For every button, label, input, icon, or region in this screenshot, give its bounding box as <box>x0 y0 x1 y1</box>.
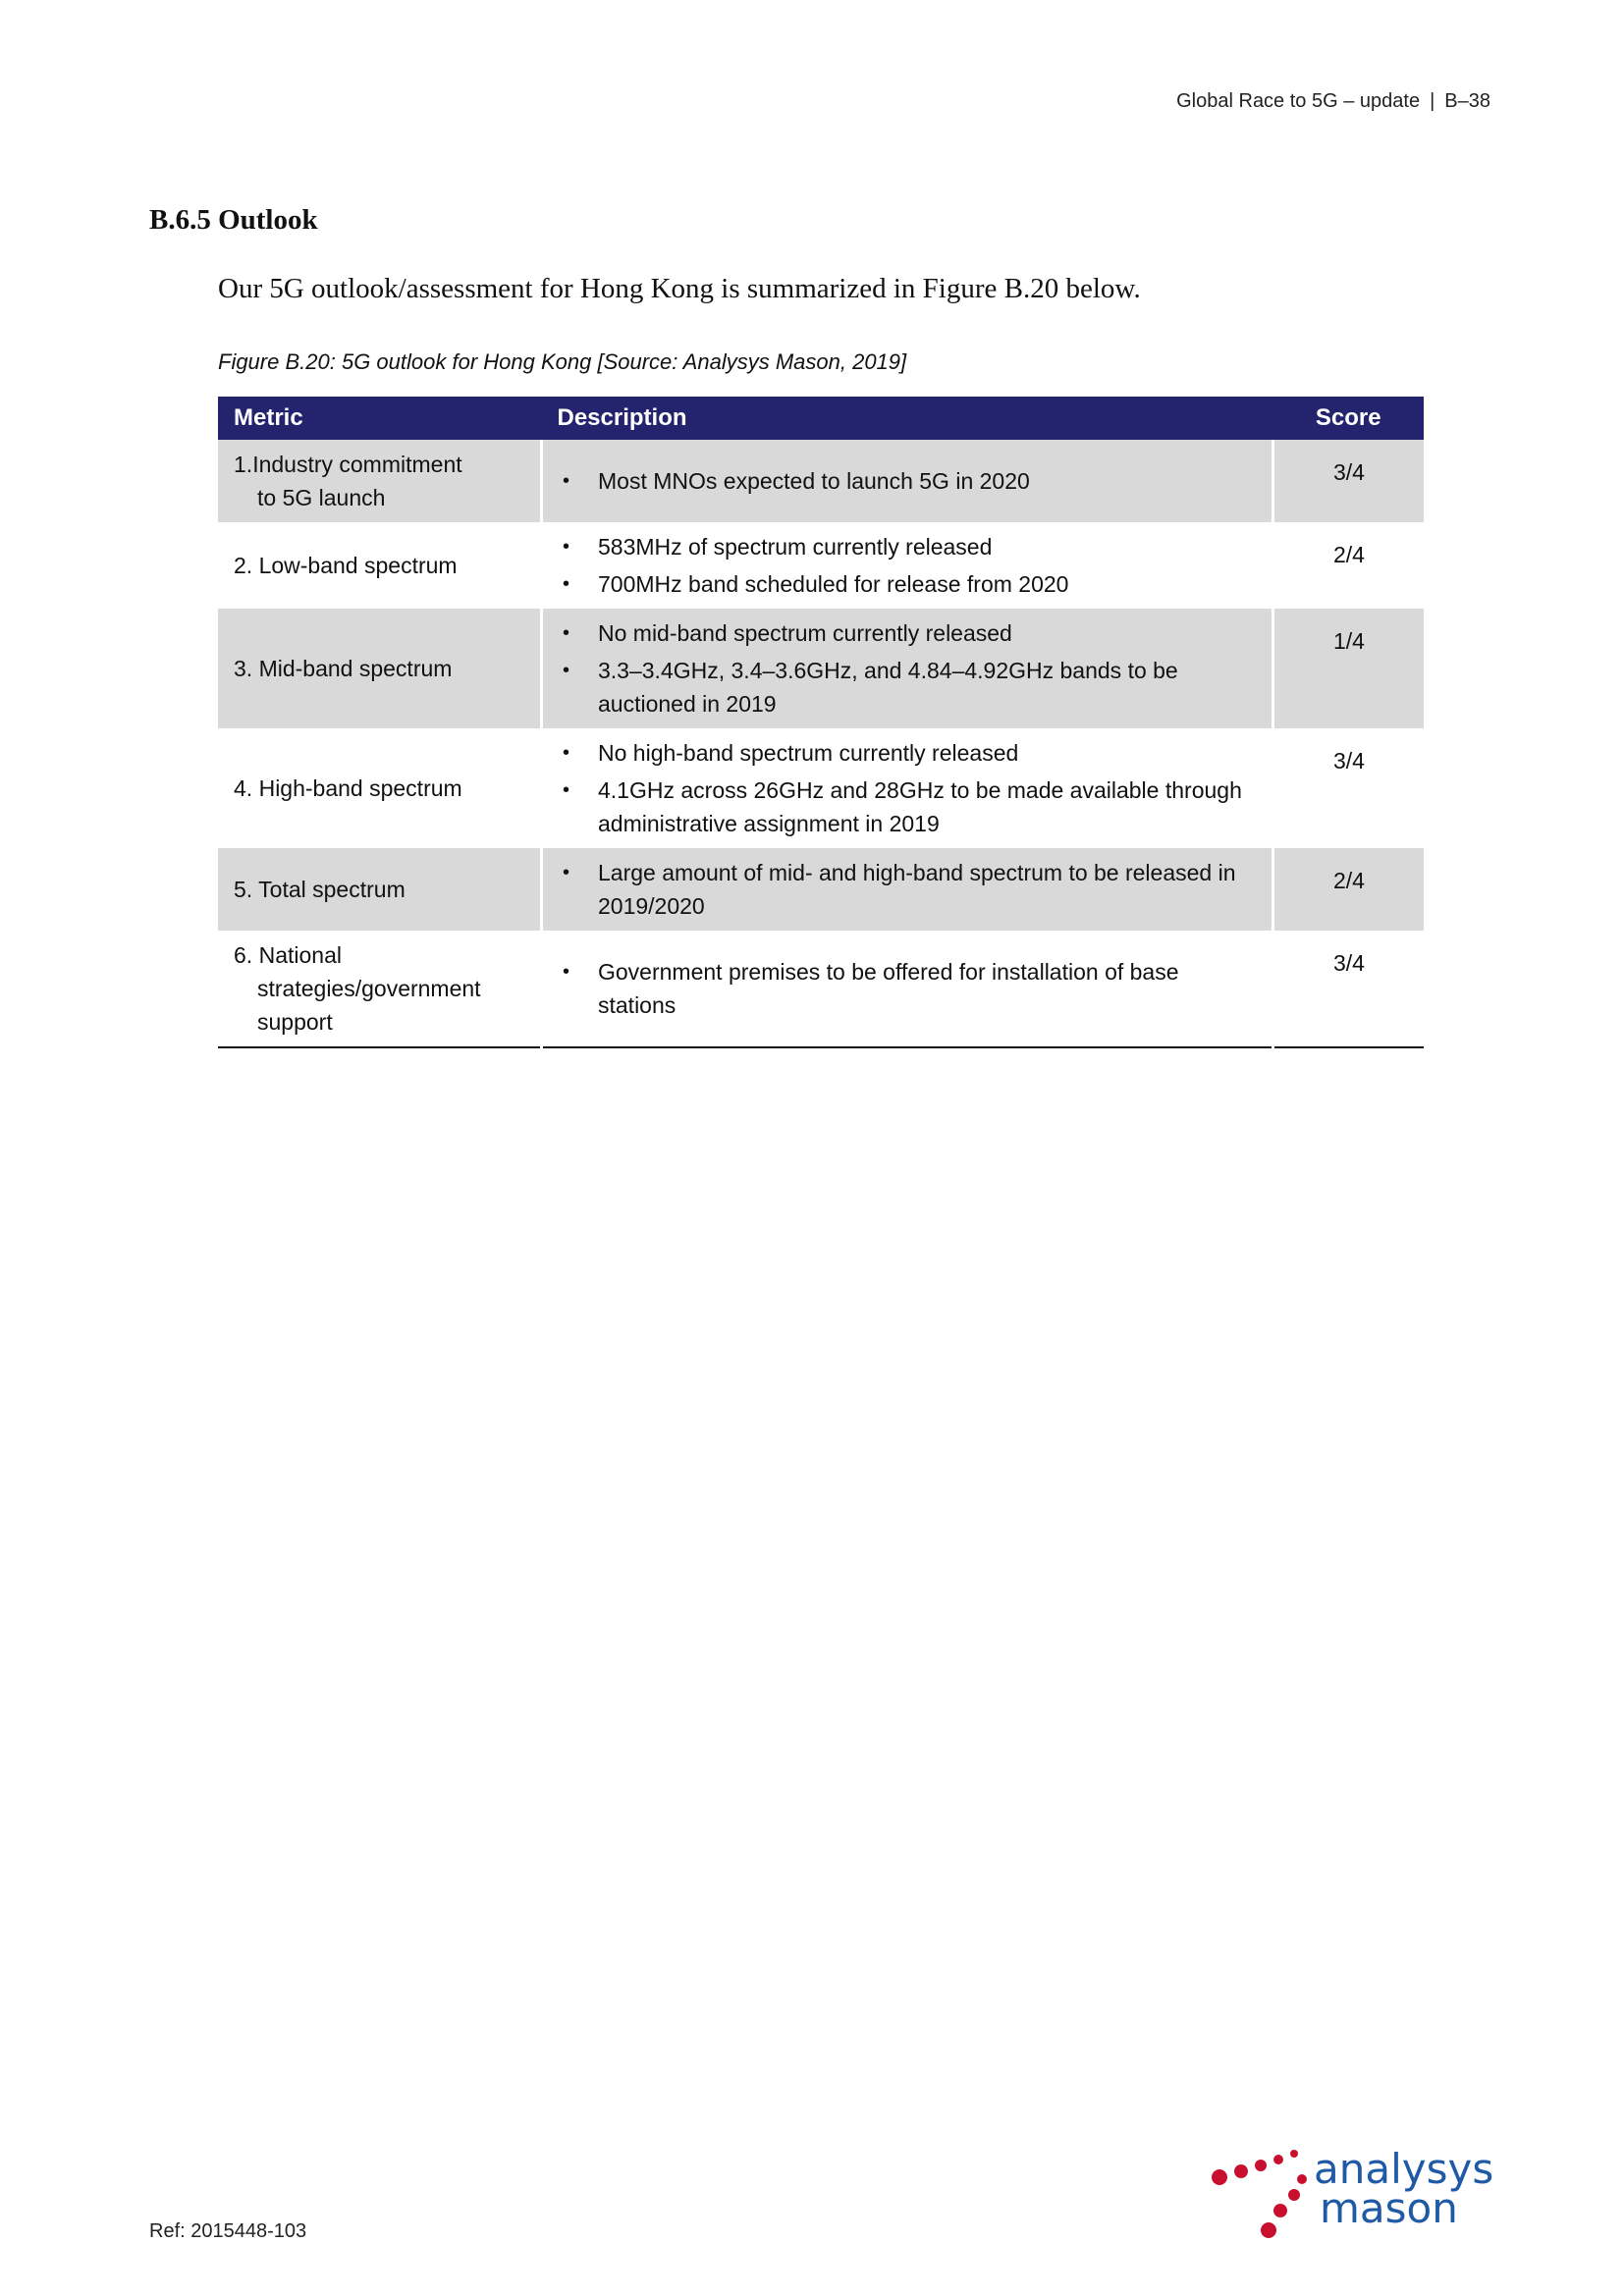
bullet-text: 583MHz of spectrum currently released <box>598 534 993 560</box>
score-cell: 3/4 <box>1273 931 1425 1047</box>
table-row <box>218 728 1424 848</box>
metric-label: National <box>258 942 342 968</box>
metric-label: Industry commitment <box>252 452 462 477</box>
score-cell: 2/4 <box>1273 848 1425 931</box>
score-cell: 1/4 <box>1273 609 1425 728</box>
description-cell <box>542 848 1273 931</box>
bullet-text: No mid-band spectrum currently released <box>598 620 1012 646</box>
list-item: • Government premises to be offered for installation of base stations <box>563 959 1179 1018</box>
header-description: Description <box>542 397 1273 440</box>
table-header-row <box>218 397 1424 440</box>
score-cell: 3/4 <box>1333 748 1365 774</box>
running-header <box>1176 90 1490 113</box>
bullet-text: 4.1GHz across 26GHz and 28GHz to be made available through administrative assignment in 2019 <box>598 777 1242 836</box>
metric-number: 6. <box>234 942 253 968</box>
table-row <box>218 522 1424 609</box>
list-item: • Most MNOs expected to launch 5G in 2020 <box>563 468 1030 494</box>
list-item: • 3.3–3.4GHz, 3.4–3.6GHz, and 4.84–4.92GHz bands to be auctioned in 2019 <box>563 658 1178 717</box>
figure-caption: Figure B.20: 5G outlook for Hong Kong [Source: Analysys Mason, 2019] <box>218 349 907 374</box>
page-number: B–38 <box>1444 90 1490 112</box>
metric-cell <box>218 609 542 728</box>
bullet-text: Large amount of mid- and high-band spectrum to be released in 2019/2020 <box>598 860 1236 919</box>
metric-label: Mid-band spectrum <box>258 656 453 681</box>
score-cell: 3/4 <box>1273 440 1425 522</box>
intro-paragraph: Our 5G outlook/assessment for Hong Kong is summarized in Figure B.20 below. <box>218 273 1141 304</box>
list-item: • Large amount of mid- and high-band spectrum to be released in 2019/2020 <box>563 860 1236 919</box>
bullet-text: No high-band spectrum currently released <box>598 740 1019 766</box>
table-row <box>218 440 1424 522</box>
metric-number: 3. <box>234 656 253 681</box>
metric-cell <box>218 931 542 1047</box>
metric-cell <box>218 522 542 609</box>
bullet-text: Government premises to be offered for installation of base stations <box>598 959 1179 1018</box>
metric-cell <box>218 848 542 931</box>
metric-number: 5. <box>234 877 253 902</box>
list-item: • No high-band spectrum currently released <box>563 740 1019 766</box>
logo-line-analysys: analysys <box>1314 2145 1494 2193</box>
logo-line-mason: mason <box>1320 2184 1458 2232</box>
section-title: B.6.5 Outlook <box>149 204 318 236</box>
bullet-text: 3.3–3.4GHz, 3.4–3.6GHz, and 4.84–4.92GHz bands to be auctioned in 2019 <box>598 658 1178 717</box>
bullet-text: Most MNOs expected to launch 5G in 2020 <box>598 468 1030 494</box>
list-item: • 583MHz of spectrum currently released <box>563 534 993 560</box>
metric-number: 2. <box>234 553 253 578</box>
reference-number: Ref: 2015448-103 <box>149 2220 307 2242</box>
metric-number: 1. <box>234 452 253 477</box>
list-item: • 700MHz band scheduled for release from 2020 <box>563 571 1069 597</box>
metric-label: Low-band spectrum <box>258 553 458 578</box>
description-cell <box>542 609 1273 728</box>
list-item: • 4.1GHz across 26GHz and 28GHz to be made available through administrative assignment in 2019 <box>563 777 1242 836</box>
metric-number: 4. <box>234 775 253 801</box>
header-separator: | <box>1430 90 1435 112</box>
metric-label-cont: to 5G launch <box>257 485 386 510</box>
metric-cell <box>218 728 542 848</box>
metric-label: High-band spectrum <box>258 775 462 801</box>
bullet-text: 700MHz band scheduled for release from 2020 <box>598 571 1069 597</box>
metric-cell <box>218 440 542 522</box>
list-item: • No mid-band spectrum currently released <box>563 620 1012 646</box>
header-metric: Metric <box>218 397 542 440</box>
header-score: Score <box>1273 397 1425 440</box>
score-cell: 2/4 <box>1333 542 1365 567</box>
table-row <box>218 931 1424 1047</box>
metric-label-cont: strategies/government support <box>257 976 481 1035</box>
table-row <box>218 848 1424 931</box>
description-cell <box>542 931 1273 1047</box>
header-title: Global Race to 5G – update <box>1176 90 1421 112</box>
description-cell <box>542 522 1273 609</box>
metric-label: Total spectrum <box>258 877 406 902</box>
description-cell <box>542 440 1273 522</box>
description-cell <box>542 728 1273 848</box>
outlook-table <box>218 397 1424 1048</box>
table-row <box>218 609 1424 728</box>
logo-wordmark <box>1314 2145 1494 2232</box>
